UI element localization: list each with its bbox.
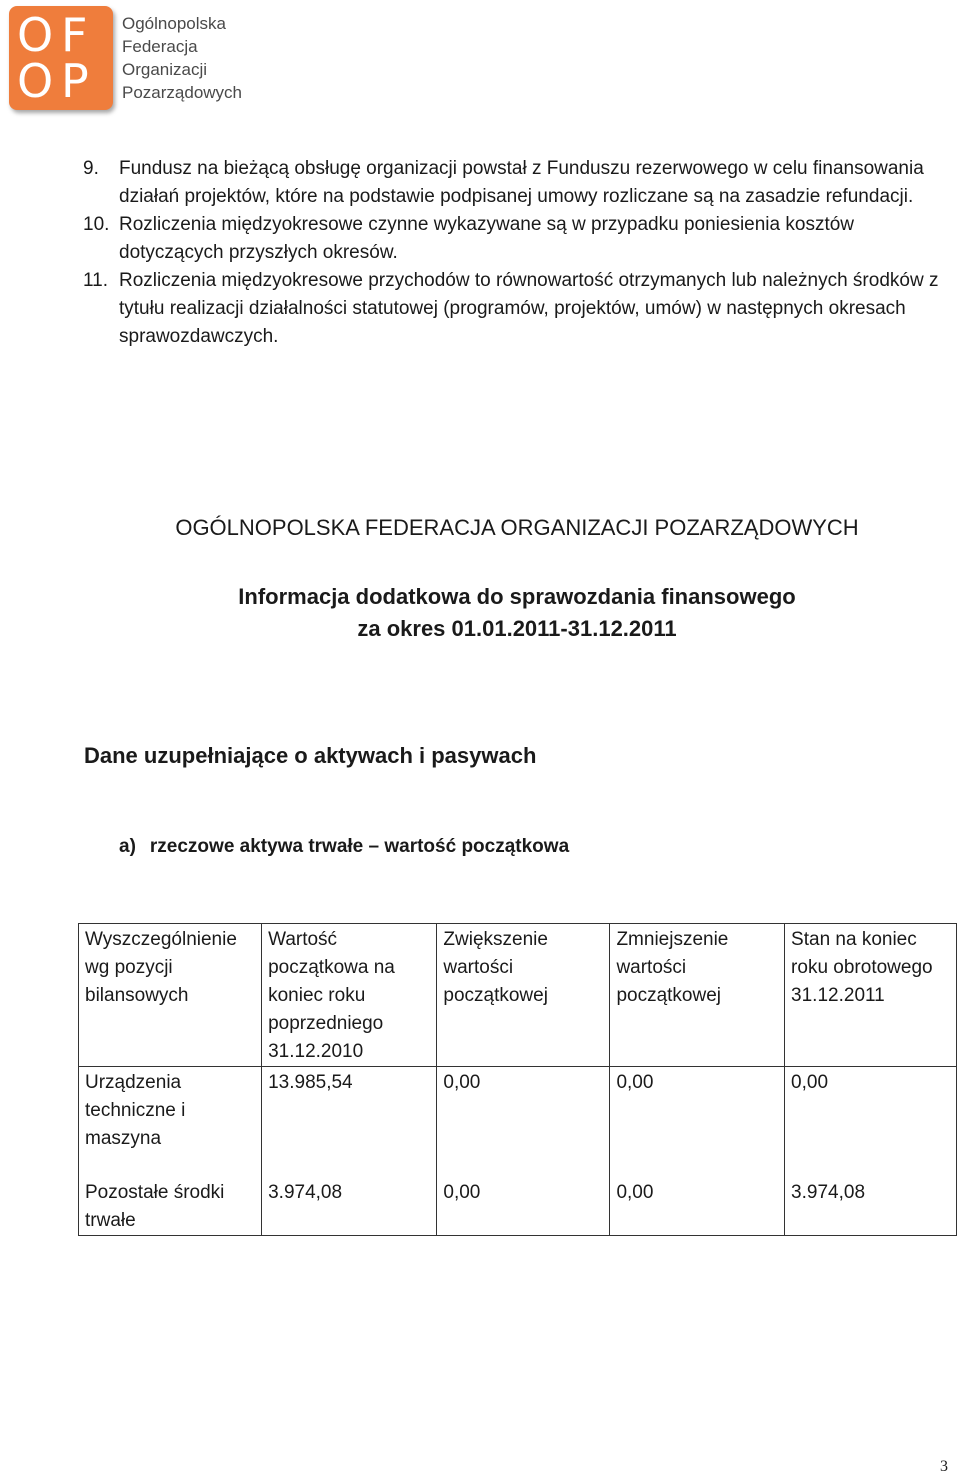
table-header-row bbox=[79, 924, 957, 1067]
logo-wordmark bbox=[122, 12, 242, 104]
table-cell: 0,00 bbox=[785, 1067, 957, 1178]
table-cell: Urządzenia techniczne i maszyna bbox=[79, 1067, 262, 1178]
table-header-cell: Wartość początkowa na koniec roku poprzedniego 31.12.2010 bbox=[262, 924, 437, 1067]
logo-mark bbox=[9, 6, 113, 110]
ofop-logo bbox=[9, 6, 249, 114]
list-item-number: 11. bbox=[83, 270, 109, 291]
page-number: 3 bbox=[940, 1458, 948, 1475]
subsection-label: a) bbox=[119, 836, 136, 857]
list-item-text: Fundusz na bieżącą obsługę organizacji powstał z Funduszu rezerwowego w celu finansowania działań projektów, które na podstawie podpisanej umowy rozliczane są na zasadzie refundacji. bbox=[119, 158, 924, 207]
subsection-text: rzeczowe aktywa trwałe – wartość początkowa bbox=[149, 836, 570, 857]
fixed-assets-table bbox=[78, 923, 957, 1236]
table-header-cell: Stan na koniec roku obrotowego 31.12.2011 bbox=[785, 924, 957, 1067]
table-cell: 0,00 bbox=[610, 1177, 785, 1236]
table-header-cell: Wyszczególnienie wg pozycji bilansowych bbox=[79, 924, 262, 1067]
list-item bbox=[83, 267, 943, 351]
table-header-cell: Zmniejszenie wartości początkowej bbox=[610, 924, 785, 1067]
table-cell: 0,00 bbox=[437, 1067, 610, 1178]
table-cell: 13.985,54 bbox=[262, 1067, 437, 1178]
logo-line: Pozarządowych bbox=[122, 83, 243, 102]
logo-line: Federacja bbox=[122, 37, 198, 56]
logo-letter: P bbox=[61, 54, 89, 108]
list-item bbox=[83, 211, 943, 267]
logo-letter: F bbox=[61, 8, 88, 62]
subsection-heading bbox=[119, 836, 569, 858]
document-title-line: Informacja dodatkowa do sprawozdania finansowego bbox=[238, 584, 796, 609]
section-heading: Dane uzupełniające o aktywach i pasywach bbox=[84, 743, 537, 768]
logo-line: Organizacji bbox=[122, 60, 208, 79]
table-cell: 3.974,08 bbox=[262, 1177, 437, 1236]
table-cell: 3.974,08 bbox=[785, 1177, 957, 1236]
document-title bbox=[0, 581, 960, 645]
list-item-number: 10. bbox=[83, 214, 110, 235]
logo-letter: O bbox=[17, 54, 54, 108]
document-period: za okres 01.01.2011-31.12.2011 bbox=[357, 616, 677, 641]
list-item bbox=[83, 155, 943, 211]
organization-title: OGÓLNOPOLSKA FEDERACJA ORGANIZACJI POZARZĄDOWYCH bbox=[175, 515, 859, 540]
table-cell: 0,00 bbox=[437, 1177, 610, 1236]
table-row bbox=[79, 1177, 957, 1236]
table-cell: 0,00 bbox=[610, 1067, 785, 1178]
list-item-text: Rozliczenia międzyokresowe przychodów to równowartość otrzymanych lub należnych środków z tytułu realizacji działalności statutowej (programów, projektów, umów) w następnych okresach sprawozdawczych. bbox=[119, 270, 939, 347]
list-item-text: Rozliczenia międzyokresowe czynne wykazywane są w przypadku poniesienia kosztów dotyczących przyszłych okresów. bbox=[119, 214, 855, 263]
table-header-cell: Zwiększenie wartości początkowej bbox=[437, 924, 610, 1067]
list-item-number: 9. bbox=[83, 158, 99, 179]
logo-letter: O bbox=[17, 8, 54, 62]
policy-list bbox=[83, 155, 943, 351]
table-cell: Pozostałe środki trwałe bbox=[79, 1177, 262, 1236]
logo-line: Ogólnopolska bbox=[122, 14, 226, 33]
table-row bbox=[79, 1067, 957, 1178]
